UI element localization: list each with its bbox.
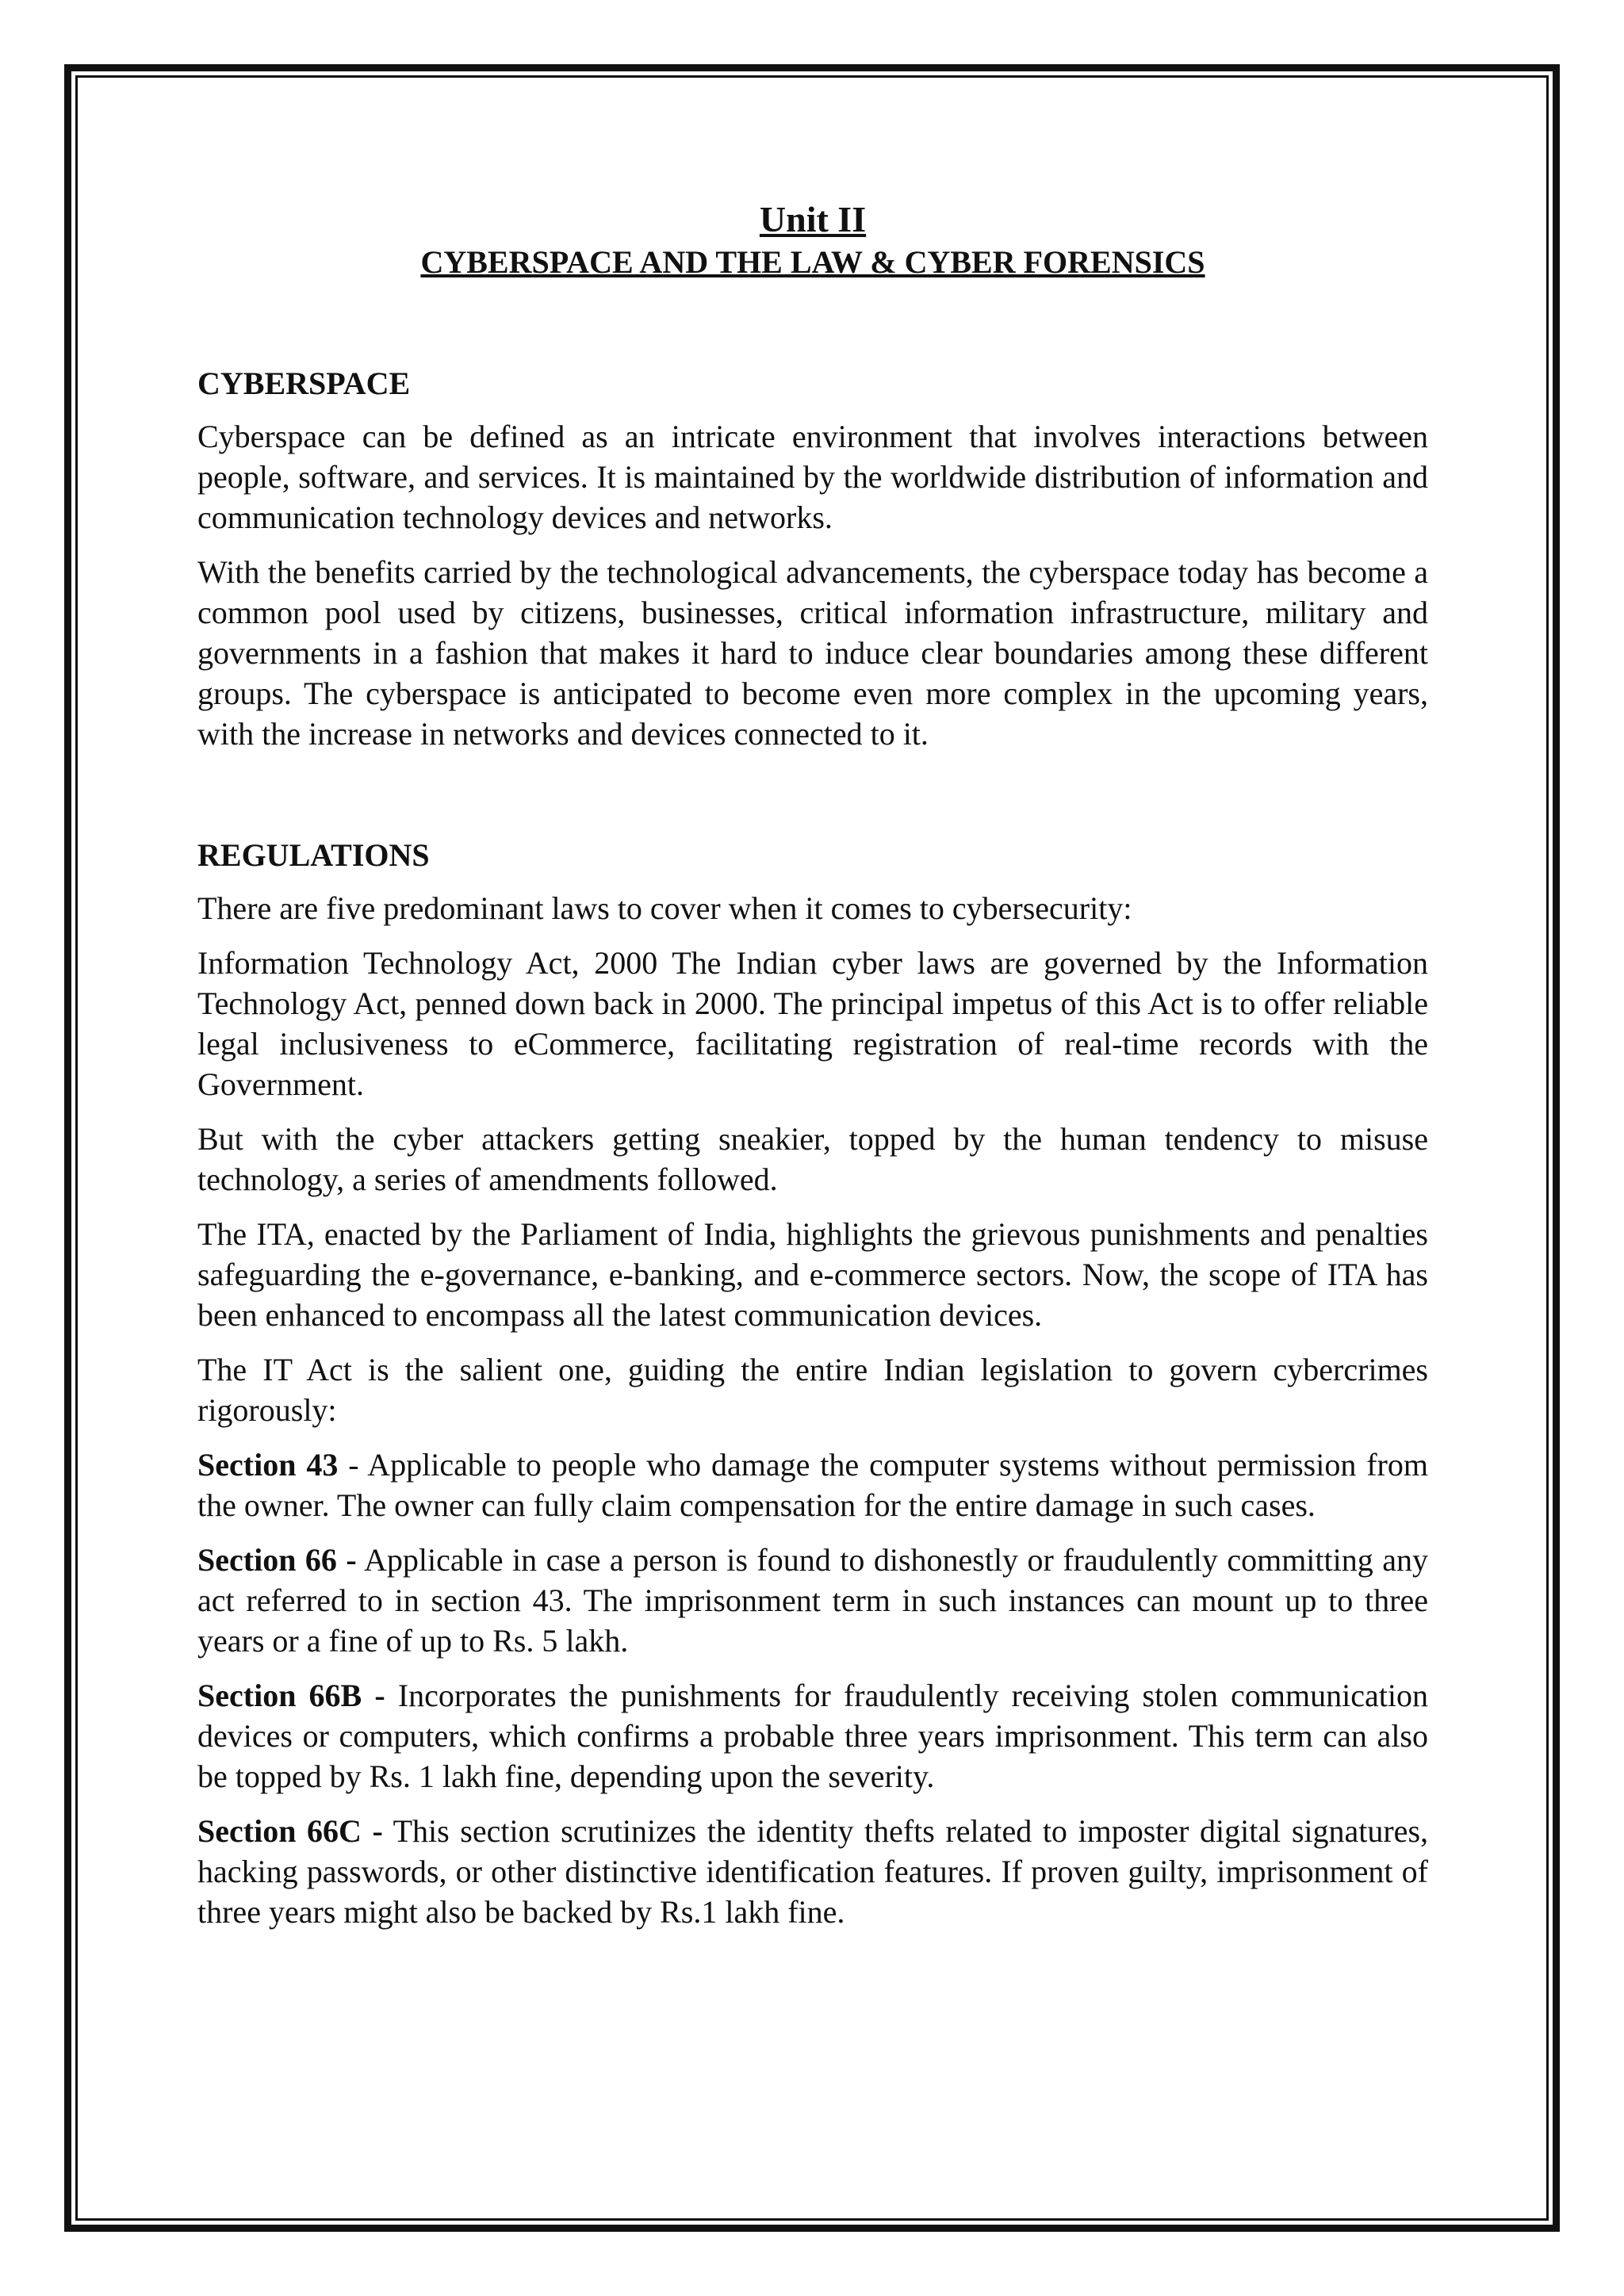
section-66-text: Applicable in case a person is found to dishonestly or fraudulently committing any act referred to in section 43. The imprisonment term in such instances can mount up to three years or a fine of up to Rs. 5 lakh. [197, 1542, 1428, 1659]
paragraph-amendments: But with the cyber attackers getting sneakier, topped by the human tendency to misuse technology, a series of amendments followed. [197, 1121, 1428, 1197]
section-66-label: Section 66 - [197, 1542, 357, 1578]
section-66c-text: This section scrutinizes the identity thefts related to imposter digital signatures, hacking passwords, or other distinctive identification features. If proven guilty, imprisonment of three years might also be backed by Rs.1 lakh fine. [197, 1813, 1429, 1930]
heading-regulations: REGULATIONS [197, 837, 430, 873]
paragraph-it-act-salient: The IT Act is the salient one, guiding the entire Indian legislation to govern cybercrimes rigorously: [197, 1352, 1428, 1428]
document-title: CYBERSPACE AND THE LAW & CYBER FORENSICS [420, 244, 1205, 280]
section-43-text: - Applicable to people who damage the computer systems without permission from the owner. The owner can fully claim compensation for the entire damage in such cases. [197, 1447, 1428, 1523]
unit-title: Unit II [759, 199, 867, 239]
section-43-item [197, 1445, 1428, 1525]
section-66b-label: Section 66B - [197, 1678, 385, 1713]
heading-cyberspace: CYBERSPACE [197, 365, 411, 401]
document-body [197, 198, 1428, 1932]
section-66b-item [197, 1675, 1428, 1797]
section-66-item [197, 1540, 1428, 1661]
paragraph-cyberspace-definition: Cyberspace can be defined as an intricate environment that involves interactions between people, software, and services. It is maintained by the worldwide distribution of information and communication technology devices and networks. [197, 419, 1428, 535]
paragraph-cyberspace-benefits: With the benefits carried by the technological advancements, the cyberspace today has become a common pool used by citizens, businesses, critical information infrastructure, military and governments in a fashion that makes it hard to induce clear boundaries among these different groups. The cyberspace is anticipated to become even more complex in the upcoming years, with the increase in networks and devices connected to it. [197, 554, 1428, 752]
paragraph-ita-scope: The ITA, enacted by the Parliament of India, highlights the grievous punishments and penalties safeguarding the e-governance, e-banking, and e-commerce sectors. Now, the scope of ITA has been enhanced to encompass all the latest communication devices. [197, 1216, 1428, 1333]
paragraph-five-laws: There are five predominant laws to cover when it comes to cybersecurity: [197, 890, 1132, 926]
section-66b-text: Incorporates the punishments for fraudulently receiving stolen communication devices or computers, which confirms a probable three years imprisonment. This term can also be topped by Rs. 1 lakh fine, depending upon the severity. [197, 1678, 1428, 1794]
paragraph-it-act-2000: Information Technology Act, 2000 The Indian cyber laws are governed by the Information Technology Act, penned down back in 2000. The principal impetus of this Act is to offer reliable legal inclusiveness to eCommerce, facilitating registration of real-time records with the Government. [197, 945, 1428, 1102]
section-66c-label: Section 66C - [197, 1813, 383, 1849]
section-43-label: Section 43 [197, 1447, 339, 1483]
section-66c-item [197, 1811, 1428, 1932]
